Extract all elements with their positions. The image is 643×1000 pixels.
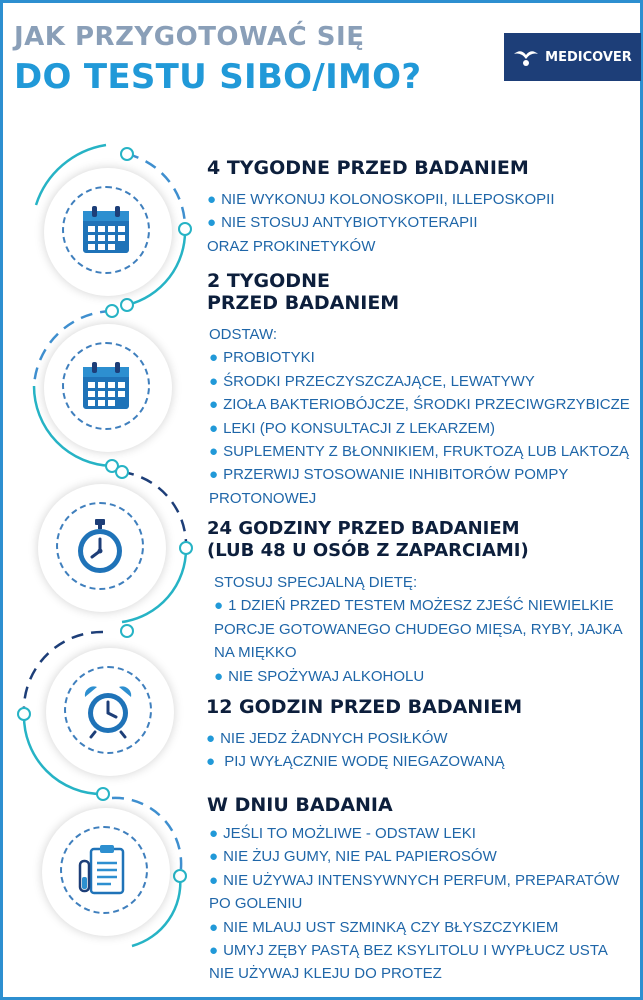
alarm-clock-icon — [79, 681, 137, 739]
bullet-icon: ● — [207, 214, 217, 232]
list-item: ● NIE UŻYWAJ INTENSYWNYCH PERFUM, PREPARATÓW — [209, 871, 620, 889]
list-item: NIE UŻYWAJ KLEJU DO PROTEZ — [209, 965, 442, 983]
list-item: ● NIE MLAUJ UST SZMINKĄ CZY BŁYSZCZYKIEM — [209, 918, 559, 936]
list-item: STOSUJ SPECJALNĄ DIETĘ: — [214, 574, 418, 591]
bullet-icon: ● — [209, 372, 219, 390]
step3-list — [214, 571, 623, 688]
stopwatch-icon — [71, 517, 129, 575]
page-title-line1: JAK PRZYGOTOWAĆ SIĘ — [14, 22, 365, 52]
list-item: ● NIE JEDZ ŻADNYCH POSIŁKÓW — [206, 730, 448, 747]
list-item: PO GOLENIU — [209, 895, 303, 913]
bullet-icon: ● — [209, 871, 219, 889]
bullet-icon: ● — [209, 349, 219, 367]
bullet-icon: ● — [209, 419, 219, 437]
step1-title: 4 TYGODNE PRZED BADANIEM — [207, 157, 529, 179]
list-item: ● ZIOŁA BAKTERIOBÓJCZE, ŚRODKI PRZECIWGRZYBICZE — [209, 396, 630, 414]
list-item: ● PROBIOTYKI — [209, 349, 315, 367]
bullet-icon: ● — [209, 443, 219, 461]
list-item: ● NIE SPOŻYWAJ ALKOHOLU — [214, 667, 425, 685]
page-title-line2: DO TESTU SIBO/IMO? — [14, 57, 422, 97]
bullet-icon: ● — [209, 848, 219, 866]
step2-icon-disc — [44, 324, 172, 452]
list-item: ● 1 DZIEŃ PRZED TESTEM MOŻESZ ZJEŚĆ NIEWIELKIE — [214, 597, 614, 615]
list-item: ● NIE WYKONUJ KOLONOSKOPII, ILLEPOSKOPII — [207, 191, 555, 208]
bullet-icon: ● — [207, 191, 217, 208]
bullet-icon: ● — [214, 667, 224, 685]
list-item: ● SUPLEMENTY Z BŁONNIKIEM, FRUKTOZĄ LUB LAKTOZĄ — [209, 443, 629, 461]
step5-icon-disc — [42, 808, 170, 936]
list-item: ● PIJ WYŁĄCZNIE WODĘ NIEGAZOWANĄ — [206, 753, 505, 771]
step4-title: 12 GODZIN PRZED BADANIEM — [206, 696, 523, 718]
logo-text: MEDICOVER — [545, 49, 632, 65]
bullet-icon: ● — [209, 918, 219, 936]
bullet-icon: ● — [206, 730, 216, 747]
list-item: ODSTAW: — [209, 326, 278, 343]
list-item: ● ŚRODKI PRZECZYSZCZAJĄCE, LEWATYWY — [209, 372, 535, 390]
step1-list — [207, 188, 554, 258]
step3-icon-disc — [38, 484, 166, 612]
step2-title: 2 TYGODNE PRZED BADANIEM — [207, 270, 400, 314]
bullet-icon: ● — [209, 825, 219, 842]
calendar-icon — [77, 201, 135, 259]
bullet-icon: ● — [209, 942, 219, 960]
list-item: ● PRZERWIJ STOSOWANIE INHIBITORÓW POMPY — [209, 466, 569, 484]
list-item: ORAZ PROKINETYKÓW — [207, 237, 376, 255]
step1-icon-disc — [44, 168, 172, 296]
clipboard-test-tube-icon — [75, 841, 133, 899]
step5-list — [209, 822, 619, 986]
list-item: PROTONOWEJ — [209, 489, 317, 507]
list-item: ● NIE STOSUJ ANTYBIOTYKOTERAPII — [207, 214, 478, 232]
list-item: PORCJE GOTOWANEGO CHUDEGO MIĘSA, RYBY, JAJKA — [214, 620, 623, 638]
bullet-icon: ● — [214, 597, 224, 615]
bullet-icon: ● — [206, 753, 216, 771]
step5-title: W DNIU BADANIA — [207, 794, 393, 816]
list-item: ● LEKI (PO KONSULTACJI Z LEKARZEM) — [209, 419, 496, 437]
list-item: ● JEŚLI TO MOŻLIWE - ODSTAW LEKI — [209, 825, 476, 842]
bullet-icon: ● — [209, 396, 219, 414]
step4-icon-disc — [46, 648, 174, 776]
bullet-icon: ● — [209, 466, 219, 484]
list-item: ● UMYJ ZĘBY PASTĄ BEZ KSYLITOLU I WYPŁUCZ USTA — [209, 942, 608, 960]
calendar-icon — [77, 357, 135, 415]
step2-list — [209, 323, 630, 510]
step3-title: 24 GODZINY PRZED BADANIEM (LUB 48 U OSÓB Z ZAPARCIAMI) — [207, 518, 529, 561]
step4-list — [206, 727, 505, 774]
list-item: ● NIE ŻUJ GUMY, NIE PAL PAPIEROSÓW — [209, 848, 497, 866]
list-item: NA MIĘKKO — [214, 644, 297, 662]
